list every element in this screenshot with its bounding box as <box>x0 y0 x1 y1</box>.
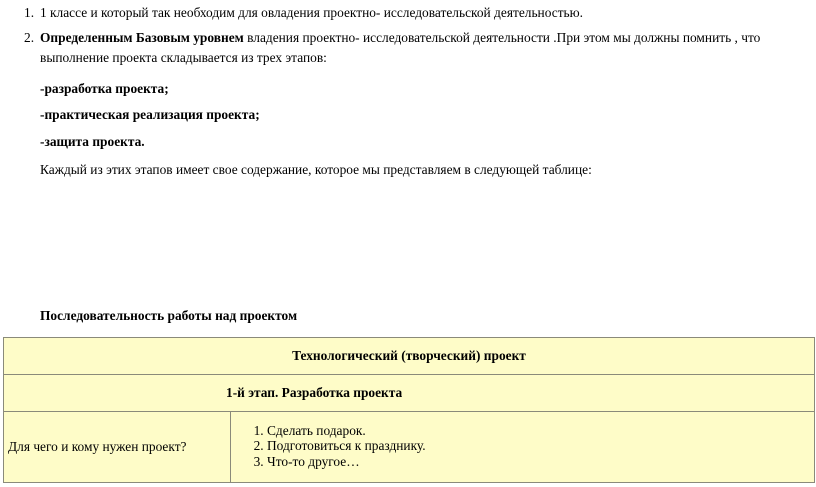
stage-line-3: -защита проекта. <box>40 134 145 149</box>
bold-text: Определенным Базовым уровнем <box>40 30 244 45</box>
answer-item: 2. Подготовиться к празднику. <box>267 438 814 454</box>
regular-text: владения проектно- исследовательской деятельности .При этом мы должны помнить , что выполнение проекта складывается из трех этапов: <box>40 30 761 65</box>
project-table <box>3 337 815 483</box>
table-answers-cell <box>231 412 815 483</box>
list-item-text <box>40 28 810 68</box>
list-number: 2. <box>24 30 35 45</box>
answers-list <box>231 423 814 470</box>
stage-line-2: -практическая реализация проекта; <box>40 107 260 122</box>
table-stage: 1-й этап. Разработка проекта <box>4 375 815 412</box>
list-number: 1. <box>24 5 35 20</box>
answer-item: 1. Сделать подарок. <box>267 423 814 439</box>
table-title: Технологический (творческий) проект <box>4 338 815 375</box>
section-heading: Последовательность работы над проектом <box>40 308 298 323</box>
table-question: Для чего и кому нужен проект? <box>4 412 231 483</box>
list-item-2 <box>24 28 810 68</box>
stage-line-1: -разработка проекта; <box>40 81 169 96</box>
list-item-1 <box>24 3 810 23</box>
answer-item: 3. Что-то другое… <box>267 454 814 470</box>
list-item-text: 1 классе и который так необходим для овладения проектно- исследовательской деятельностью. <box>40 5 584 20</box>
intro-paragraph: Каждый из этих этапов имеет свое содержание, которое мы представляем в следующей таблице: <box>40 162 592 177</box>
